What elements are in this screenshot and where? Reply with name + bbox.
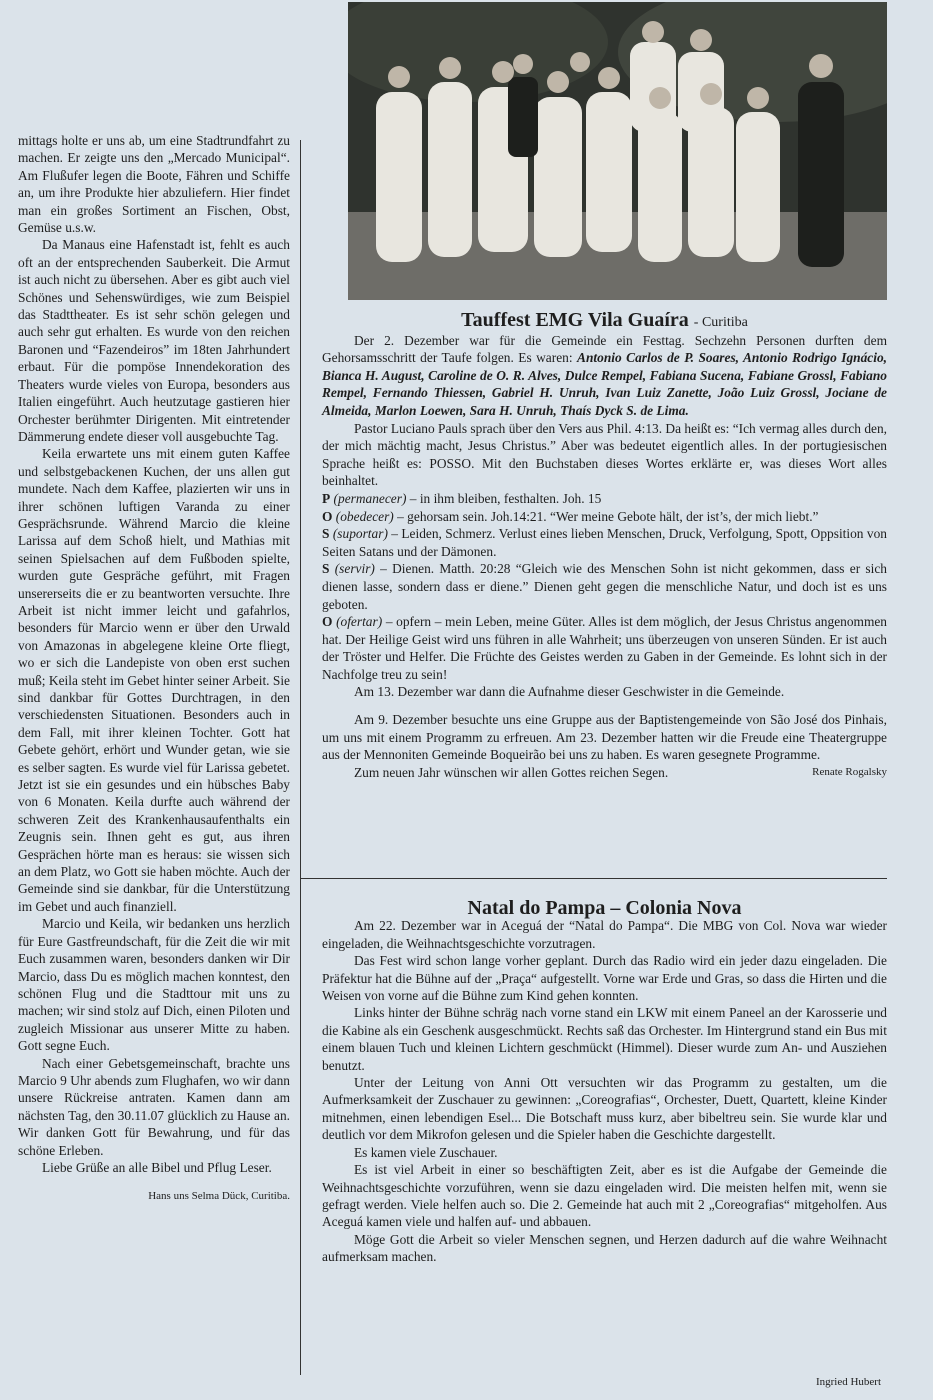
- title-text: Tauffest EMG Vila Guaíra: [461, 309, 689, 331]
- tauffest-intro: [322, 332, 887, 420]
- text-suportar: – Leiden, Schmerz. Verlust eines lieben Menschen, Druck, Verfolgung, Spott, Oppsition von Seiten Satans und der Dämonen.: [322, 526, 887, 559]
- word-obedecer: (obedecer): [335, 508, 394, 524]
- tauffest-closing: [322, 764, 887, 782]
- word-servir: (servir): [334, 561, 375, 577]
- article-title-tauffest: [322, 309, 887, 332]
- tauffest-signature: Renate Rogalsky: [812, 765, 887, 778]
- baptized-names: Antonio Carlos de P. Soares, Antonio Rodrigo Ignácio, Bianca H. August, Caroline de O. R. Alves, Dulce Rempel, Fabiana Sucena, Fabiane Grossl, Fabiano Rempel, Fernando Thiessen, Gabriel H. Unruh, Ivan Luiz Zanette, João Luiz Grossl, Jociane de Almeida, Marlon Loewen, Sara H. Unruh, Thaís Dyck S. de Lima.: [322, 350, 887, 418]
- article-title-natal: Natal do Pampa – Colonia Nova: [467, 897, 742, 919]
- left-paragraph-6: Liebe Grüße an alle Bibel und Pflug Leser.: [42, 1159, 272, 1175]
- article-divider: [300, 878, 887, 879]
- closing-text: Zum neuen Jahr wünschen wir allen Gottes reichen Segen.: [354, 764, 669, 780]
- letter-s1: S: [322, 526, 330, 542]
- text-obedecer: – gehorsam sein. Joh.14:21. “Wer meine Gebote hält, der ist’s, der mich liebt.”: [397, 508, 819, 524]
- natal-paragraph-2: Das Fest wird schon lange vorher geplant. Durch das Radio wird ein jeder dazu eingeladen. Die Präfektur hat die Bühne auf der „Praça“ aufgestellt. Vorne war Erde und Gras, so dass die Hirten und die Weisen von vorne auf die Bühne zum Kind gehen konnten.: [322, 953, 887, 1004]
- baptism-group-photo: [348, 2, 887, 300]
- posso-s2: [322, 560, 887, 613]
- natal-paragraph-6: Es ist viel Arbeit in einer so beschäftigten Zeit, aber es ist die Aufgabe der Gemeinde die Weihnachtsgeschichte vorzuführen, wenn sie dazu eingeladen wird. Die meisten helfen mit, wenn sie gefragt werden. Viele helfen auch so. Die 2. Gemeinde hat auch mit 2 „Coreografias“ mitgeholfen. Aus Aceguá kamen viele und halfen auf- und abbauen.: [322, 1162, 887, 1230]
- word-suportar: (suportar): [332, 526, 388, 542]
- letter-o1: O: [322, 508, 333, 524]
- left-signature: Hans uns Selma Dück, Curitiba.: [148, 1190, 290, 1203]
- article-tauffest: [322, 309, 888, 781]
- tauffest-paragraph-4: Am 9. Dezember besuchte uns eine Gruppe aus der Baptistengemeinde von São José dos Pinhais, um uns mit einem Programm zu erfreuen. Am 23. Dezember hatten wir die Freude eine Theatergruppe aus der Mennoniten Gemeinde Boqueirão bei uns zu haben. Es waren gesegnete Programme.: [322, 712, 887, 763]
- article-natal-do-pampa: [322, 897, 887, 1266]
- letter-o2: O: [322, 614, 333, 630]
- word-ofertar: (ofertar): [336, 614, 383, 630]
- natal-paragraph-3: Links hinter der Bühne schräg nach vorne stand ein LKW mit einem Paneel an der Karosserie und die Kabine als ein Geschenk ausgeschmückt. Rechts saß das Orchester. Im Hintergrund stand ein Bus mit einem blauen Tuch und kleinen Lichtern geschmückt (Himmel). Dieser wurde zum An- und Ausziehen benutzt.: [322, 1005, 887, 1073]
- text-permanecer: – in ihm bleiben, festhalten. Joh. 15: [409, 490, 602, 506]
- natal-paragraph-7: Möge Gott die Arbeit so vieler Menschen segnen, und Herzen dadurch auf die wahre Weihnacht aufmerksam machen.: [322, 1231, 887, 1265]
- tauffest-paragraph-3: Am 13. Dezember war dann die Aufnahme dieser Geschwister in die Gemeinde.: [354, 684, 785, 700]
- left-paragraph-2: Da Manaus eine Hafenstadt ist, fehlt es auch oft an der entsprechenden Sauberkeit. Die Armut ist auch nicht zu übersehen. Aber es gibt auch viel Schönes und Sehenswürdiges, wie zum Beispiel das Stadttheater. Es ist sehr schön gelegen und auch sehr gut erhalten. Es wurde von den reichen Baronen und “Fazendeiros” im 18ten Jahrhundert erbaut. Für die pompöse Innendekoration des Theaters wurde vieles von Europa, besonders aus Italien eingeführt. Auch heutzutage gastieren hier Orchester berühmter Dirigenten. Mit eintretender Dämmerung endete dieser voll ausgebuchte Tag.: [18, 237, 290, 444]
- left-paragraph-1: mittags holte er uns ab, um eine Stadtrundfahrt zu machen. Er zeigte uns den „Mercado Municipal“. Am Flußufer legen die Boote, Fähren und Schiffe an, um ihre Produkte hier abzuliefern. Hier findet man ein großes Sortiment an Fischen, Obst, Gemüse u.s.w.: [18, 133, 290, 236]
- left-paragraph-3: Keila erwartete uns mit einem guten Kaffee und selbstgebackenen Kuchen, der uns allen gut mundete. Nach dem Kaffee, plazierten wir uns in ihrer schönen luftigen Varanda zu einer Gesprächsrunde. Während Marcio die kleine Larissa auf dem Schoß hielt, und Mathias mit seinen Spielsachen auf dem Fußboden spielte, wurden gute Gespräche geführt, mit Fragen unsererseits die er zu beantworten versuchte. Ihre Arbeit ist nicht immer leicht und gafahrlos, besonders für Marcio wenn er über den Urwald von Amazonas in abgelegene kleine Orte fliegt, wo er sich die Landepiste von oben erst suchen muß; Keila steht im Gebet hinter seiner Arbeit. Sie sind dankbar für Gottes Durchtragen, in den verschiedensten Situationen. Besonders auch in dem Fall, mit ihrer kleinen Tochter. Gott hat Gebete gehört, erhört und Wunder getan, wie sie es selber sagten. Es wurde viel für Larissa gebetet. Jetzt ist sie ein gesundes und ein hübsches Baby von 6 Monaten. Keila durfte auch während der schweren Zeit des Krankenhausaufenthalts ein Zeugnis sein. Ihnen geht es gut, aus ihren Gesprächen hörte man es heraus: sie wissen sich an dem Platz, wo Gott sie haben möchte. Auch der Gemeinde sind sie dankbar, für die Unterstützung im Gebet und auch finanziell.: [18, 446, 290, 914]
- natal-paragraph-4: Unter der Leitung von Anni Ott versuchten wir das Programm zu gestalten, um die Aufmerksamkeit der Zuschauer zu gewinnen: „Coreografias“, Orchester, Duett, Quartett, kleine Kinder mitnehmen, einen lebendigen Esel... Die Botschaft muss kurz, aber bibeltreu sein. Sie wurde klar und deutlich vor dem Mikrofon gelesen und die Spieler haben die Geschichte dargestellt.: [322, 1075, 887, 1143]
- posso-p: [322, 490, 887, 508]
- posso-o1: [322, 508, 887, 526]
- natal-signature: Ingried Hubert: [815, 1376, 881, 1388]
- group-photo-illustration: [348, 2, 887, 300]
- letter-s2: S: [322, 561, 330, 577]
- letter-p: P: [322, 490, 331, 506]
- left-paragraph-5: Nach einer Gebetsgemeinschaft, brachte uns Marcio 9 Uhr abends zum Flughafen, wo wir dann unsere Rückreise antraten. Kamen dann am nächsten Tag, den 30.11.07 glücklich zu Hause an. Wir danken Gott für Bewahrung, und für das schöne Erleben.: [18, 1055, 290, 1158]
- posso-o2: [322, 613, 887, 683]
- intro-text: Der 2. Dezember war für die Gemeinde ein Festtag. Sechzehn Personen durften dem Gehorsamsschritt der Taufe folgen. Es waren:: [322, 332, 887, 366]
- word-permanecer: (permanecer): [333, 490, 407, 506]
- tauffest-paragraph-2: Pastor Luciano Pauls sprach über den Vers aus Phil. 4:13. Da heißt es: “Ich vermag alles durch den, der mich mächtig macht, Jesus Christus.” Aber was bedeutet eigentlich alles. In der portugiesischen Sprache heißt es: POSSO. Mit den Buchstaben dieses Wortes erklärte er, was dieses Wort alles beinhaltet.: [322, 420, 888, 489]
- text-ofertar: – opfern – mein Leben, meine Güter. Alles ist dem möglich, der Jesus Christus angenommen hat. Der Heilige Geist wird uns führen in alle Wahrheit; uns überzeugen von unseren Sünden. Er ist auch der Tröster und Helfer. Die Früchte des Geistes werden zu Gaben in der Gemeinde. Es lohnt sich in der Nachfolge treu zu sein!: [322, 614, 887, 682]
- natal-paragraph-5: Es kamen viele Zuschauer.: [354, 1144, 498, 1160]
- posso-s1: [322, 525, 887, 560]
- title-location: - Curitiba: [693, 315, 748, 330]
- natal-paragraph-1: Am 22. Dezember war in Aceguá der “Natal do Pampa“. Die MBG von Col. Nova war wieder eingeladen, die Weihnachtsgeschichte vorzutragen.: [322, 918, 887, 951]
- column-divider: [300, 140, 301, 1375]
- left-column-article: [18, 132, 290, 1206]
- text-servir: – Dienen. Matth. 20:28 “Gleich wie des Menschen Sohn ist nicht gekommen, dass er sich dienen lasse, sondern dass er diene.” Dienen geht gegen die menschliche Natur, und doch ist es uns geboten.: [322, 561, 887, 612]
- left-paragraph-4: Marcio und Keila, wir bedanken uns herzlich für Eure Gastfreundschaft, für die Zeit die wir mit Euch zusammen waren, besonders danken wir Dir Marcio, dass Du es möglich machen konntest, den schönen Flug und die Stadttour mit uns zu machen; wir sind stolz auf Dich, einen Piloten und zugleich Missionar aus unserer Mitte zu haben. Gott segne Euch.: [18, 916, 290, 1054]
